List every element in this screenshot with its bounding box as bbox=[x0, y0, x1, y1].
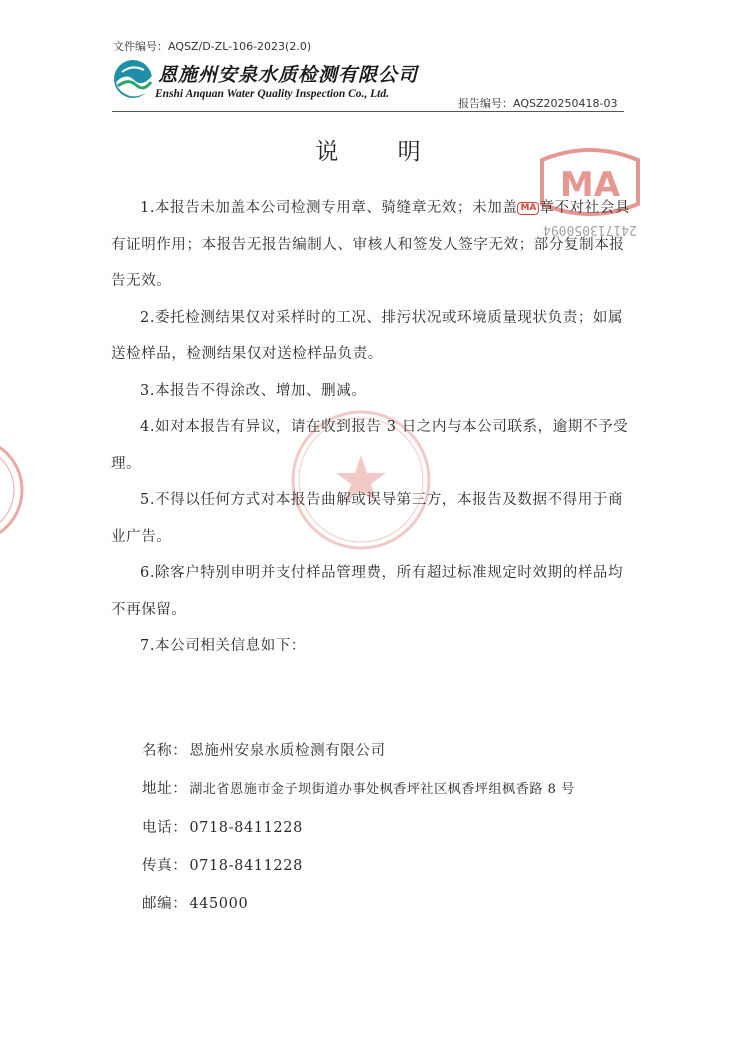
cma-mark-icon: MA bbox=[517, 202, 539, 215]
company-name-en: Enshi Anquan Water Quality Inspection Co., Ltd. bbox=[155, 88, 389, 100]
note-item: 2.委托检测结果仅对采样时的工况、排污状况或环境质量现状负责；如属送检样品，检测结果仅对送检样品负责。 bbox=[111, 309, 624, 362]
seam-seal bbox=[0, 430, 30, 550]
note-item: 1.本报告未加盖本公司检测专用章、骑缝章无效；未加盖 MA 章不对社会具有证明作用；本报告无报告编制人、审核人和签发人签字无效；部分复制本报告无效。 bbox=[111, 200, 630, 289]
note-item: 6.除客户特别申明并支付样品管理费，所有超过标准规定时效期的样品均不再保留。 bbox=[111, 565, 624, 618]
company-logo-icon bbox=[112, 58, 154, 100]
info-address: 地址： 湖北省恩施市金子坝街道办事处枫香坪社区枫香坪组枫香路 8 号 bbox=[142, 781, 575, 797]
report-number: 报告编号：AQSZ20250418-03 bbox=[458, 97, 618, 110]
page-title: 说 明 bbox=[315, 139, 447, 165]
cma-stamp-letters: MA bbox=[559, 165, 621, 205]
info-fax: 传真： 0718-8411228 bbox=[142, 858, 303, 874]
info-phone: 电话： 0718-8411228 bbox=[142, 820, 303, 836]
file-number: 文件编号：AQSZ/D-ZL-106-2023(2.0) bbox=[113, 40, 312, 53]
note-item: 3.本报告不得涂改、增加、删减。 bbox=[140, 382, 367, 399]
info-name: 名称： 恩施州安泉水质检测有限公司 bbox=[142, 743, 386, 759]
company-info bbox=[142, 732, 575, 923]
info-postcode: 邮编： 445000 bbox=[142, 896, 249, 912]
company-name-cn: 恩施州安泉水质检测有限公司 bbox=[158, 64, 419, 86]
note-item: 4.如对本报告有异议，请在收到报告 3 日之内与本公司联系，逾期不予受理。 bbox=[111, 419, 629, 472]
note-item: 5.不得以任何方式对本报告曲解或误导第三方，本报告及数据不得用于商业广告。 bbox=[111, 492, 624, 545]
note-item: 7.本公司相关信息如下： bbox=[140, 638, 307, 654]
notes-body bbox=[111, 190, 631, 665]
cma-stamp-number: 241713050094 bbox=[543, 222, 637, 237]
header-divider bbox=[112, 111, 624, 112]
